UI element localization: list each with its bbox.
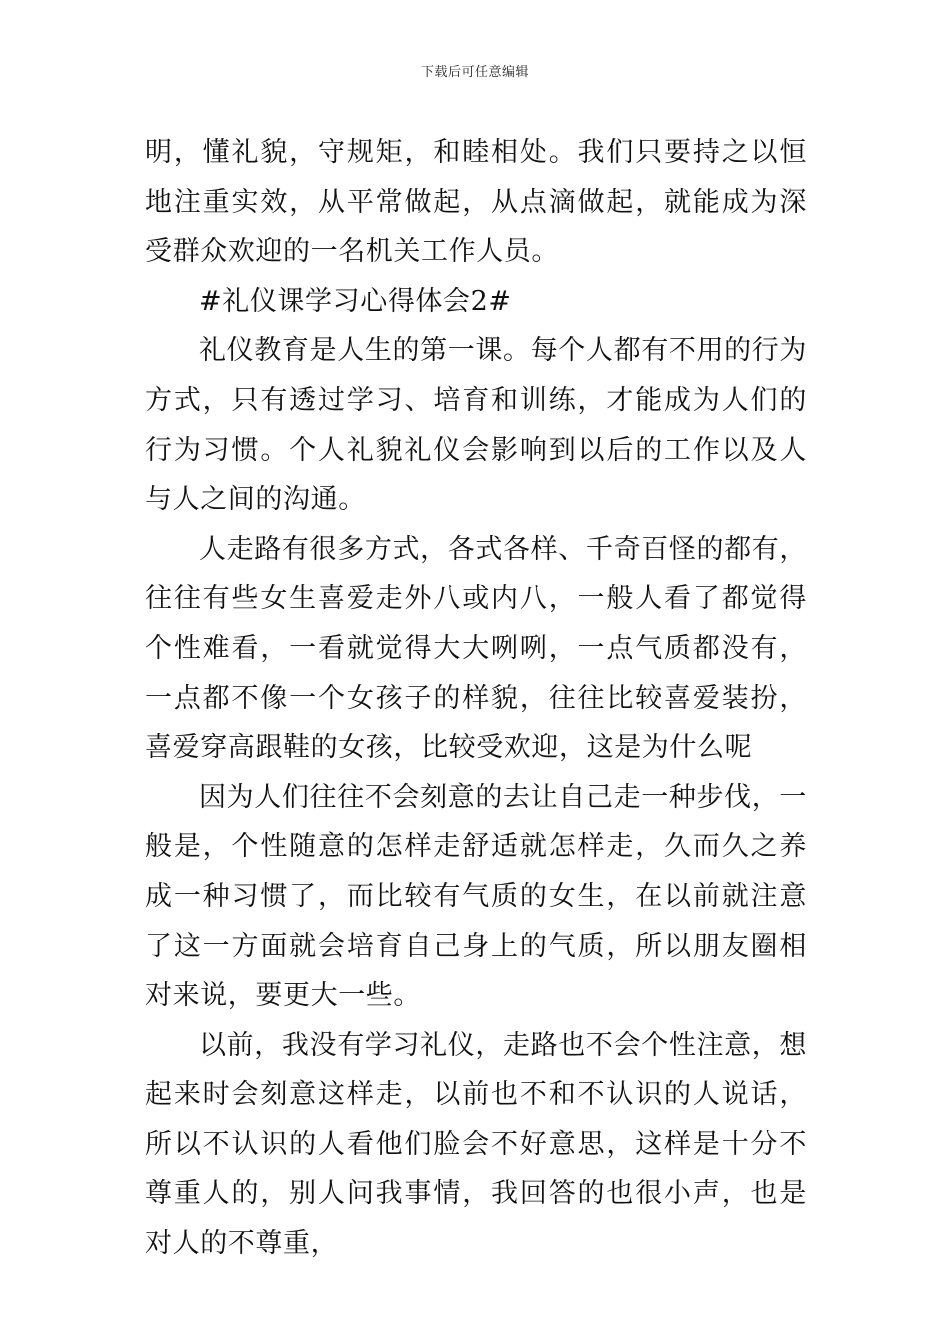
paragraph-5: 以前，我没有学习礼仪，走路也不会个性注意，想起来时会刻意这样走，以前也不和不认识的人说话，所以不认识的人看他们脸会不好意思，这样是十分不尊重人的，别人问我事情，我回答的也很小声，也是对人的不尊重， <box>145 1029 807 1260</box>
paragraph-2: 礼仪教育是人生的第一课。每个人都有不用的行为方式，只有透过学习、培育和训练，才能成为人们的行为习惯。个人礼貌礼仪会影响到以后的工作以及人与人之间的沟通。 <box>145 335 807 516</box>
section-heading: #礼仪课学习心得体会2# <box>199 285 512 317</box>
paragraph-3: 人走路有很多方式，各式各样、千奇百怪的都有，往往有些女生喜爱走外八或内八，一般人看了都觉得个性难看，一看就觉得大大咧咧，一点气质都没有，一点都不像一个女孩子的样貌，往往比较喜爱装扮，喜爱穿高跟鞋的女孩，比较受欢迎，这是为什么呢 <box>145 533 807 764</box>
document-body <box>145 128 807 1269</box>
paragraph-4: 因为人们往往不会刻意的去让自己走一种步伐，一般是，个性随意的怎样走舒适就怎样走，久而久之养成一种习惯了，而比较有气质的女生，在以前就注意了这一方面就会培育自己身上的气质，所以朋友圈相对来说，要更大一些。 <box>145 781 807 1012</box>
page-header: 下载后可任意编辑 <box>420 65 529 80</box>
paragraph-1: 明，懂礼貌，守规矩，和睦相处。我们只要持之以恒地注重实效，从平常做起，从点滴做起，就能成为深受群众欢迎的一名机关工作人员。 <box>145 137 807 268</box>
